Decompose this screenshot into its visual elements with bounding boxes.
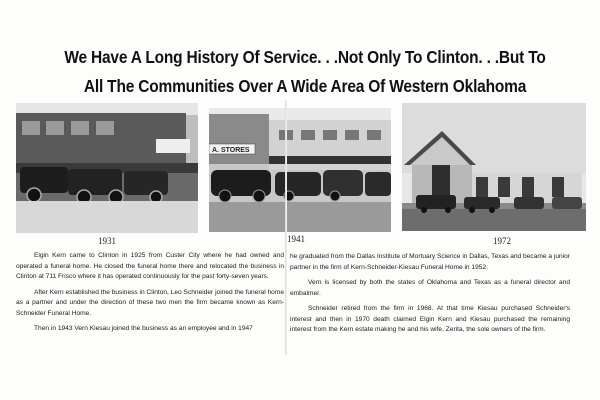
caption-year-1941: 1941 [287,234,305,244]
caption-year-1931: 1931 [98,236,116,246]
text-column-right [290,252,570,341]
photo-1941-storefront [209,108,391,232]
photo-1972-illustration [402,103,586,231]
caption-year-1972: 1972 [493,236,511,246]
paragraph-ownership: Schneider retired from the firm in 1968. At that time Kiesau purchased Schneider's interest and then in 1970 death claimed Elgin Kern and Kiesau purchased the remaining interest from the Kern estate making he and his wife, Zerita, the sole owners of the firm. [290,305,570,333]
photo-1941-illustration [209,108,391,232]
store-sign-text: A. STORES [212,147,250,154]
text-column-left [16,251,284,340]
headline [40,44,570,102]
headline-line-2: All The Communities Over A Wide Area Of Western Oklahoma [83,77,527,97]
paragraph-kiesau-joined: Then in 1943 Vern Kiesau joined the business as an employee and in 1947 [34,325,253,332]
photo-1972-building [402,103,586,231]
paragraph-history-arrival: Elgin Kern came to Clinton in 1925 from Custer City where he had owned and operated a funeral home. He closed the funeral home there and relocated the business in Clinton at 711 Frisco where it has operated continuously for the past forty-seven years. [16,252,284,280]
photo-1931-storefront [16,103,198,233]
photo-1931-illustration [16,103,198,233]
paragraph-licensing: Vern is licensed by both the states of Oklahoma and Texas as a funeral director and embalmer. [290,279,570,297]
paragraph-graduation: he graduated from the Dallas Institute of Mortuary Science in Dallas, Texas and became a junior partner in the firm of Kern-Schneider-Kiesau Funeral Home in 1952. [290,253,570,271]
page-fold-divider [285,100,287,355]
paragraph-partnership: After Kern established the business in Clinton, Leo Schneider joined the funeral home as a partner and under the direction of these two men the firm became known as Kern-Schneider Funeral Home. [16,288,284,317]
headline-line-1: We Have A Long History Of Service. . .Not Only To Clinton. . .But To [64,48,546,68]
